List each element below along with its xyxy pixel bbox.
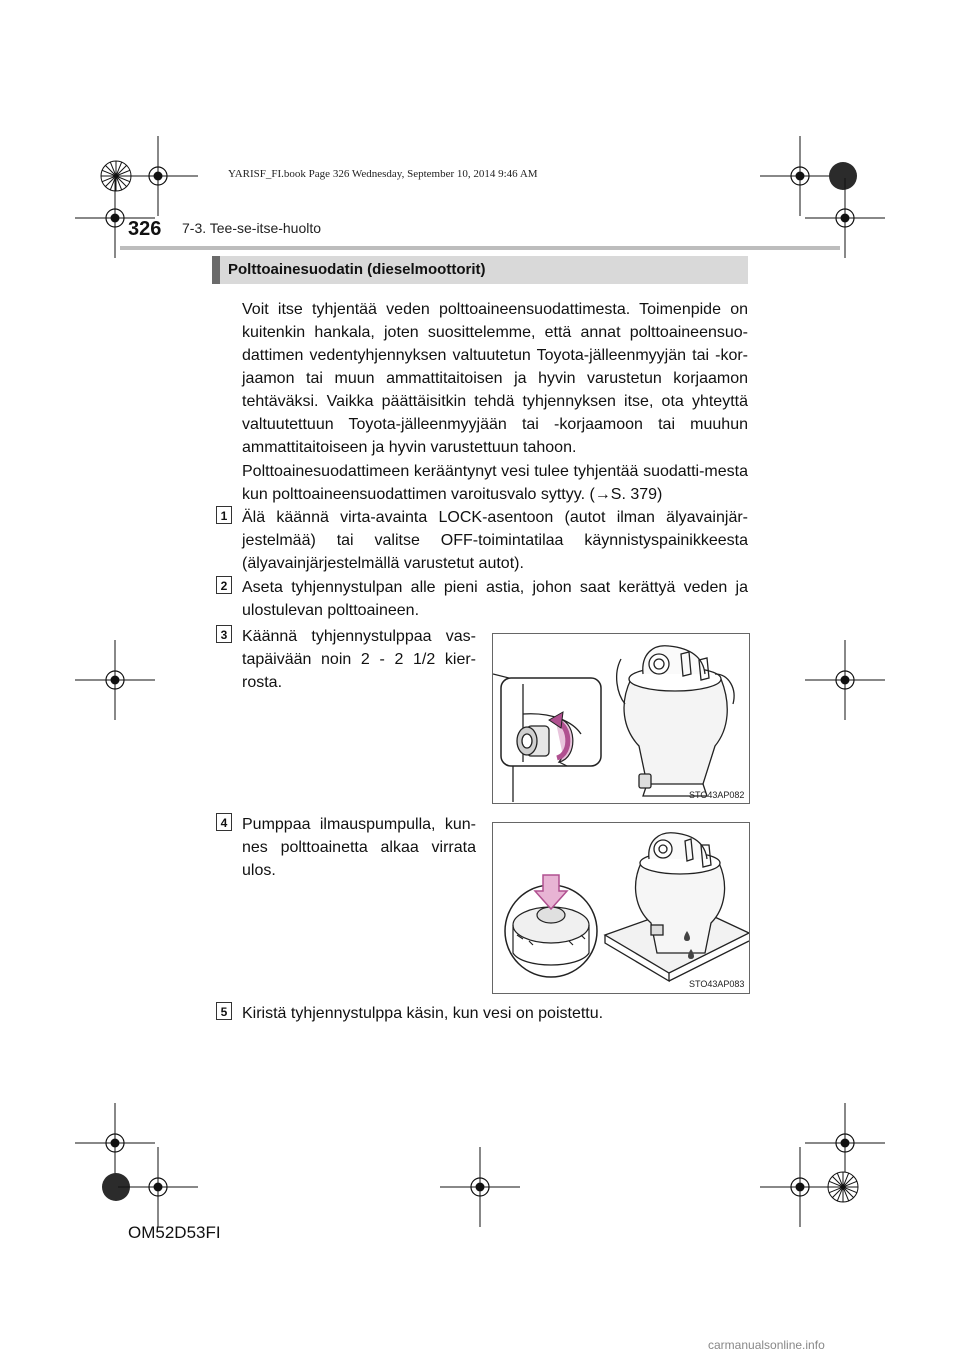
note-paragraph: Polttoainesuodattimeen kerääntynyt vesi tulee tyhjentää suodatti-mesta kun polttoaineensuodattimen varoitusvalo syttyy. (→S. 379) [242,463,748,503]
figure-drain-plug [492,633,750,804]
section-title: Polttoainesuodatin (dieselmoottorit) [228,261,486,278]
priming-pump-illustration [493,823,749,993]
step-number-1: 1 [216,506,232,524]
book-meta: YARISF_FI.book Page 326 Wednesday, September 10, 2014 9:46 AM [228,168,538,180]
fuel-filter-drain-illustration [493,634,749,803]
section-title-bar [212,256,748,284]
document-code: OM52D53FI [128,1223,221,1242]
step-text-3: Käännä tyhjennystulppaa vas-tapäivään noin 2 - 2 1/2 kier-rosta. [242,628,476,691]
figure-code-2: STO43AP083 [689,979,745,989]
step-text-2: Aseta tyhjennystulpan alle pieni astia, johon saat kerättyä veden ja ulostulevan polttoaineen. [242,579,748,619]
page-number: 326 [128,218,162,240]
figure-priming-pump [492,822,750,994]
figure-code-1: STO43AP082 [689,790,745,800]
step-text-4: Pumppaa ilmauspumpulla, kun-nes polttoainetta alkaa virrata ulos. [242,816,476,879]
step-number-5: 5 [216,1002,232,1020]
step-number-2: 2 [216,576,232,594]
step-text-5: Kiristä tyhjennystulppa käsin, kun vesi on poistettu. [242,1005,604,1022]
footer-watermark: carmanualsonline.info [708,1338,825,1352]
intro-paragraph: Voit itse tyhjentää veden polttoaineensuodattimesta. Toimenpide on kuitenkin hankala, joten suosittelemme, että annat polttoaineensuo-dattimen vedentyhjennyksen valtuutetun Toyota-jälleenmyyjän tai -kor-jaamon tai muun ammattitaitoisen ja hyvin varustetun korjaamon tehtäväksi. Vaikka päättäisitkin tehdä tyhjennyksen itse, ota yhteyttä valtuutettuun Toyota-jälleenmyyjään tai -korjaamoon tai muuhun ammattitaitoiseen ja hyvin varustettuun tahoon. [242,301,748,456]
header-rule [120,246,840,250]
title-accent [212,256,220,284]
step-number-4: 4 [216,813,232,831]
step-number-3: 3 [216,625,232,643]
section-header: 7-3. Tee-se-itse-huolto [182,220,322,236]
step-text-1: Älä käännä virta-avainta LOCK-asentoon (autot ilman älyavainjär-jestelmää) tai valitse OFF-toimintatilaa käynnistyspainikkeesta (älyavainjärjestelmällä varustetut autot). [242,509,748,572]
